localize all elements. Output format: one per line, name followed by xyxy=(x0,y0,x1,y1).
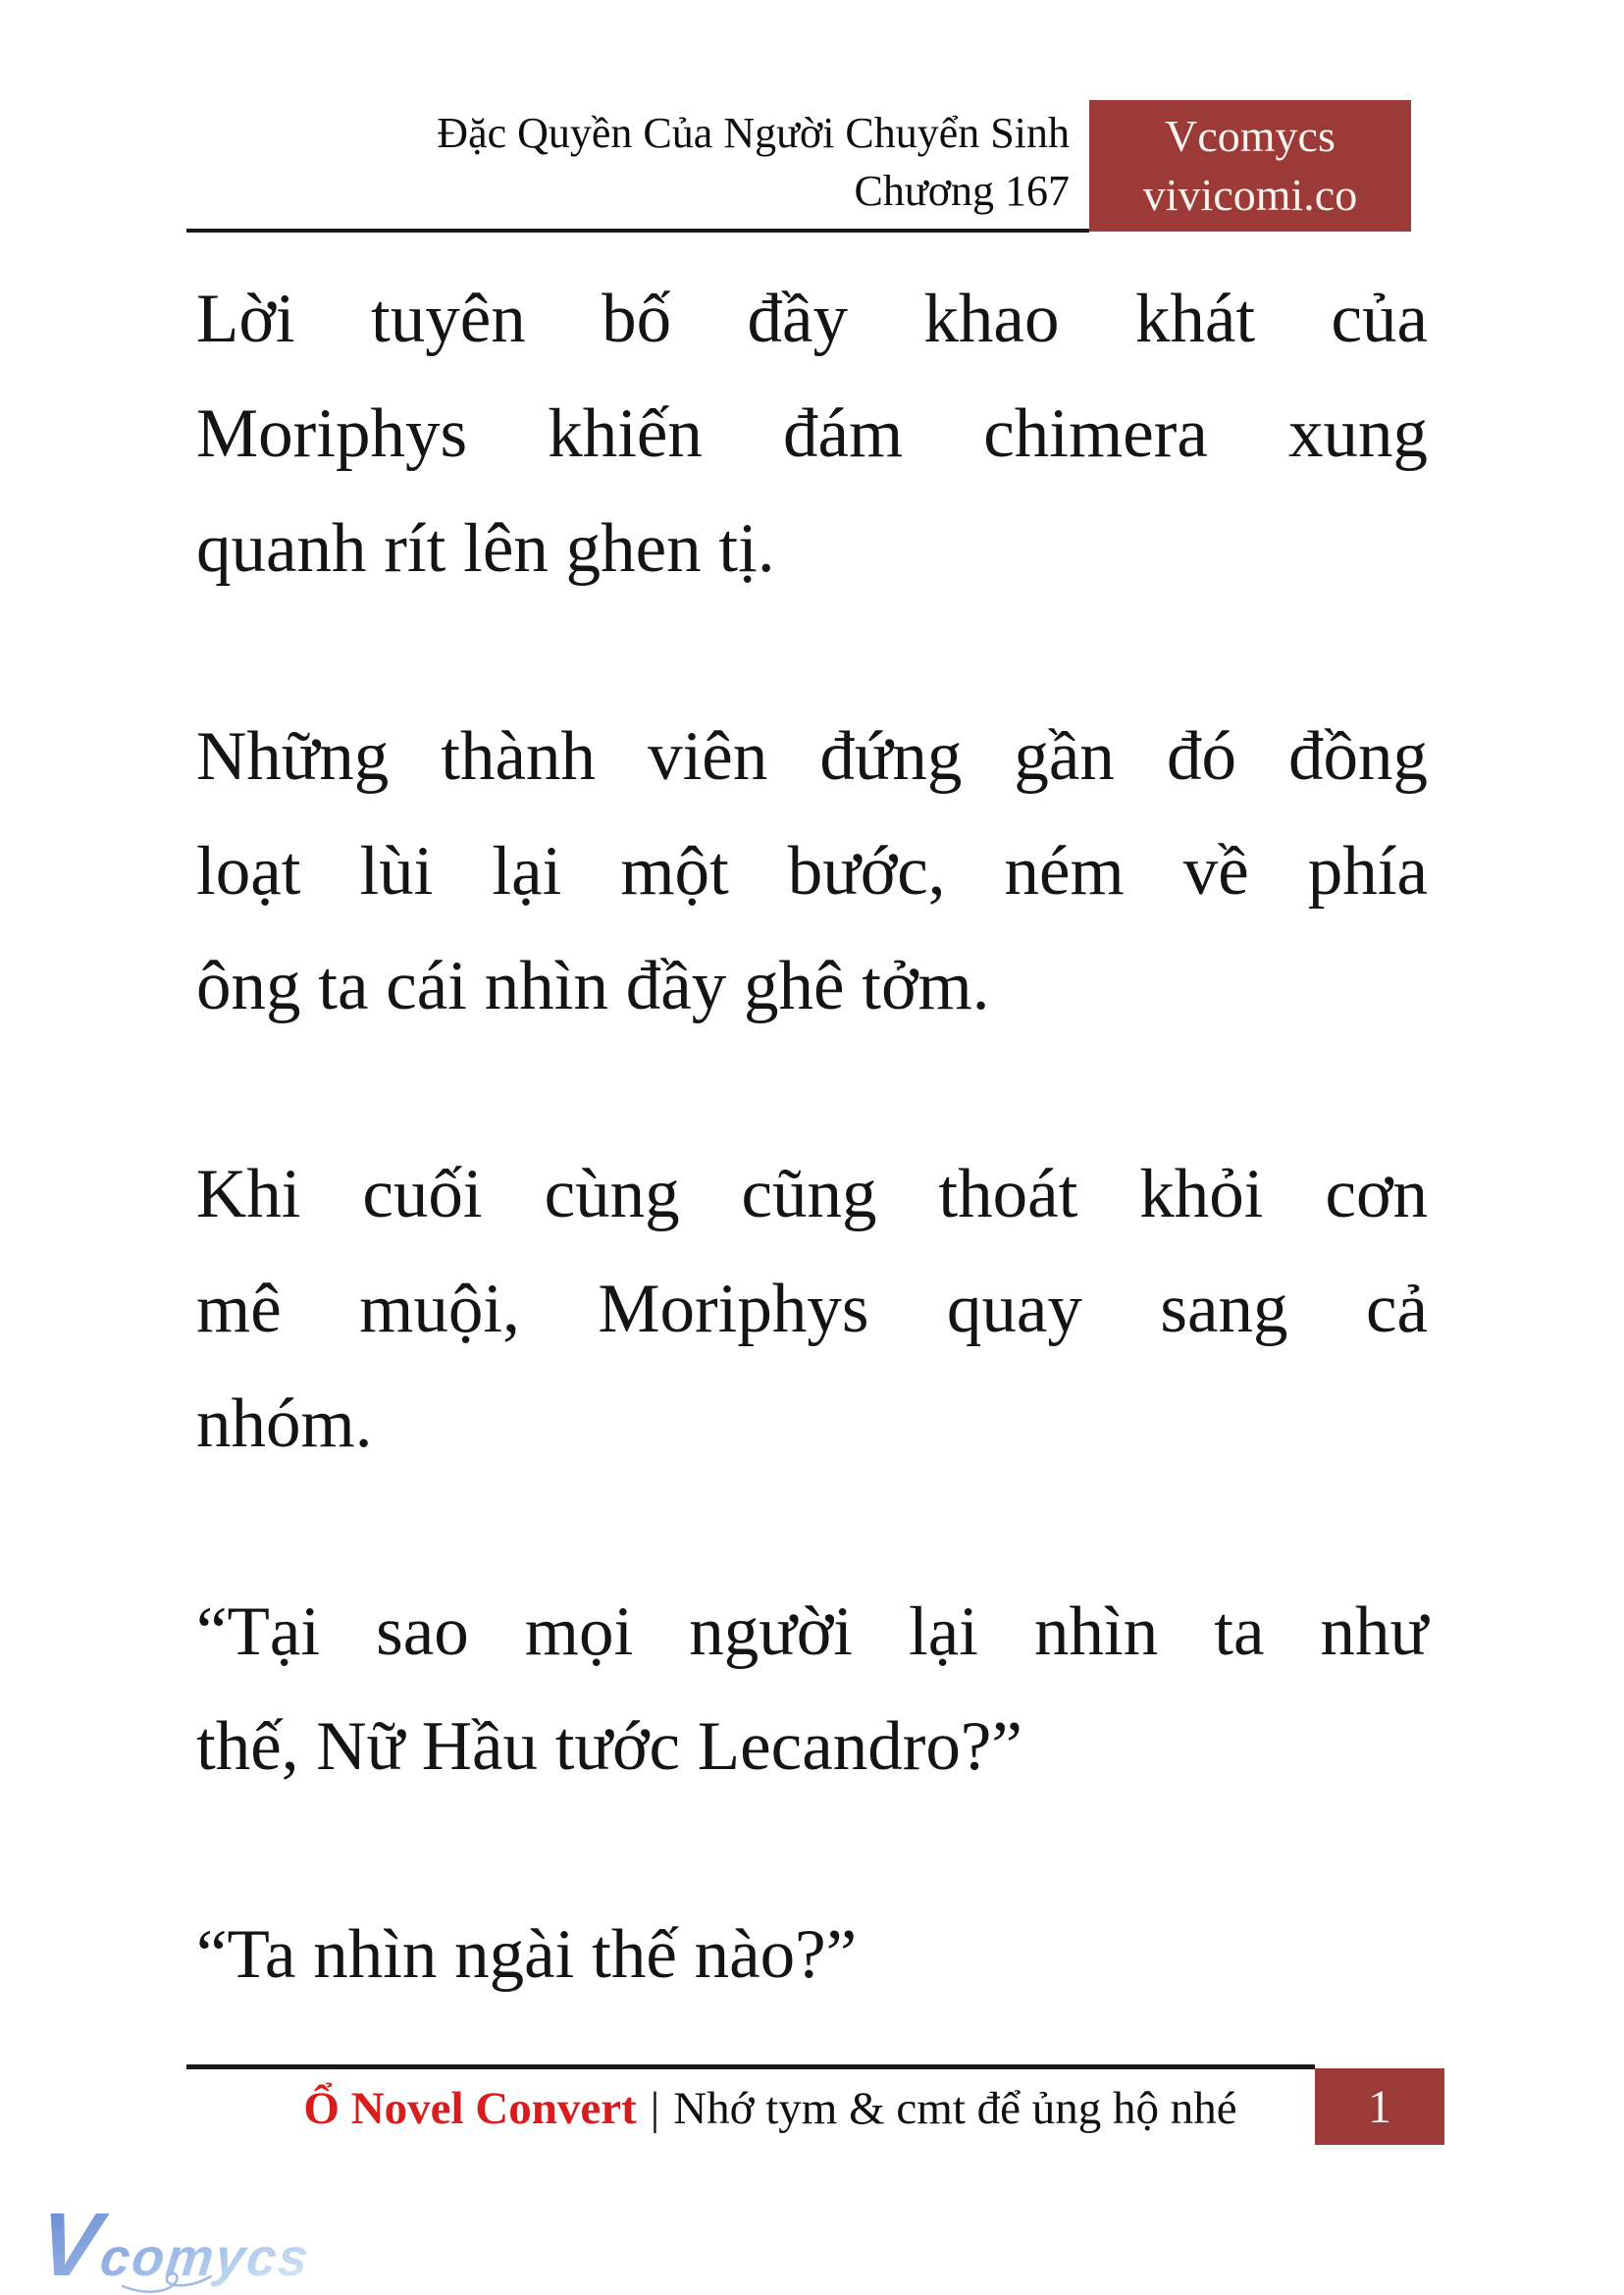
text-line: “Ta nhìn ngài thế nào?” xyxy=(196,1916,858,1993)
vcomycs-logo: Vcomycs xyxy=(34,2206,315,2295)
series-title: Đặc Quyền Của Người Chuyển Sinh xyxy=(437,109,1070,157)
page-body xyxy=(196,262,1428,2106)
text-line: Lời tuyên bố đầy khao khát của xyxy=(196,281,1428,357)
brand-box xyxy=(1089,100,1411,232)
brand-site: vivicomi.co xyxy=(1142,170,1358,220)
support-note: Nhớ tym & cmt để ủng hộ nhé xyxy=(673,2083,1237,2134)
paragraph xyxy=(196,262,1428,606)
paragraph xyxy=(196,700,1428,1044)
footer-credit-line xyxy=(236,2078,1305,2139)
text-line: loạt lùi lại một bước, ném về phía xyxy=(196,833,1428,910)
text-line: quanh rít lên ghen tị. xyxy=(196,510,775,587)
footer-separator: | xyxy=(650,2083,660,2134)
text-line: thế, Nữ Hầu tước Lecandro?” xyxy=(196,1708,1022,1785)
text-line: “Tại sao mọi người lại nhìn ta như xyxy=(196,1593,1428,1670)
text-line: ông ta cái nhìn đầy ghê tởm. xyxy=(196,948,990,1024)
page-number: 1 xyxy=(1368,2080,1391,2133)
brand-name: Vcomycs xyxy=(1165,111,1336,161)
watermark-flourish xyxy=(118,2267,236,2294)
page-number-badge xyxy=(1315,2068,1444,2145)
translator-credit: Ổ Novel Convert xyxy=(303,2083,637,2134)
paragraph xyxy=(196,1137,1428,1482)
text-line: Khi cuối cùng cũng thoát khỏi cơn xyxy=(196,1156,1428,1232)
paragraph xyxy=(196,1898,1428,2012)
chapter-label: Chương 167 xyxy=(854,167,1070,215)
footer-divider xyxy=(186,2064,1315,2069)
text-line: Những thành viên đứng gần đó đồng xyxy=(196,718,1428,795)
text-line: mê muội, Moriphys quay sang cả xyxy=(196,1271,1428,1347)
header-divider xyxy=(186,229,1089,233)
text-line: Moriphys khiến đám chimera xung xyxy=(196,395,1428,472)
header-title-block xyxy=(186,104,1070,220)
paragraph xyxy=(196,1575,1428,1804)
text-line: nhóm. xyxy=(196,1385,373,1462)
